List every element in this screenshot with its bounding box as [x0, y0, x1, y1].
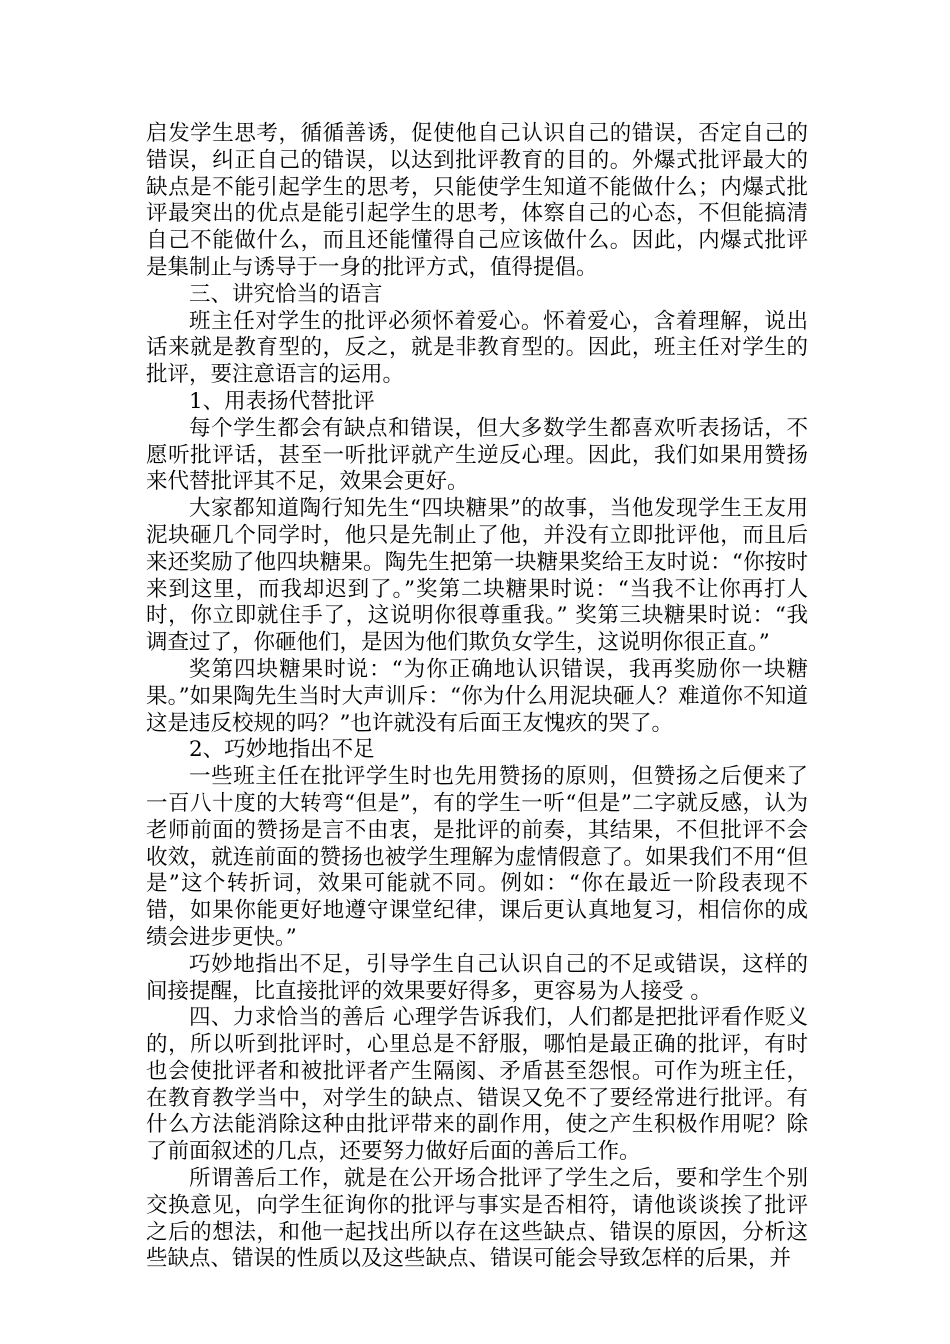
- paragraph-8: 四、力求恰当的善后 心理学告诉我们，人们都是把批评看作贬义的，所以听到批评时，心里总是不舒服，哪怕是最正确的批评，有时也会使批评者和被批评者产生隔阂、矛盾甚至怨恨。可作为班主任，在教育教学当中，对学生的缺点、错误又免不了要经常进行批评。有什么方法能消除这种由批评带来的副作用，使之产生积极作用呢？除了前面叙述的几点，还要努力做好后面的善后工作。: [146, 1005, 808, 1165]
- paragraph-5: 奖第四块糖果时说：“为你正确地认识错误，我再奖励你一块糖果。”如果陶先生当时大声训斥：“你为什么用泥块砸人？难道你不知道这是违反校规的吗？”也许就没有后面王友愧疚的哭了。: [146, 656, 808, 736]
- heading-3-appropriate-language: 三、讲究恰当的语言: [189, 281, 383, 307]
- document-body: [146, 121, 808, 1273]
- paragraph-6: 一些班主任在批评学生时也先用赞扬的原则，但赞扬之后便来了一百八十度的大转弯“但是”，有的学生一听“但是”二字就反感，认为老师前面的赞扬是言不由衷，是批评的前奏，其结果，不但批评不会收效，就连前面的赞扬也被学生理解为虚情假意了。如果我们不用“但是”这个转折词，效果可能就不同。例如：“你在最近一阶段表现不错，如果你能更好地遵守课堂纪律，课后更认真地复习，相信你的成绩会进步更快。”: [146, 764, 809, 950]
- subheading-praise-instead-of-criticism: 1、用表扬代替批评: [189, 388, 375, 414]
- paragraph-4: 大家都知道陶行知先生“四块糖果”的故事，当他发现学生王友用泥块砸几个同学时，他只是先制止了他，并没有立即批评他，而且后来还奖励了他四块糖果。陶先生把第一块糖果奖给王友时说：“你按时来到这里，而我却迟到了。”奖第二块糖果时说：“当我不让你再打人时，你立即就住手了，这说明你很尊重我。” 奖第三块糖果时说：“我调查过了，你砸他们，是因为他们欺负女学生，这说明你很正直。”: [146, 496, 808, 656]
- subheading-point-out-shortcomings: 2、巧妙地指出不足: [189, 737, 375, 763]
- paragraph-9: 所谓善后工作，就是在公开场合批评了学生之后，要和学生个别交换意见，向学生征询你的批评与事实是否相符，请他谈谈挨了批评之后的想法，和他一起找出所以存在这些缺点、错误的原因，分析这些缺点、错误的性质以及这些缺点、错误可能会导致怎样的后果，并: [146, 1166, 808, 1272]
- paragraph-3: 每个学生都会有缺点和错误，但大多数学生都喜欢听表扬话，不愿听批评话，甚至一听批评就产生逆反心理。因此，我们如果用赞扬来代替批评其不足，效果会更好。: [146, 415, 808, 495]
- paragraph-7: 巧妙地指出不足，引导学生自己认识自己的不足或错误，这样的间接提醒，比直接批评的效果要好得多，更容易为人接受 。: [146, 951, 808, 1004]
- paragraph-2: 班主任对学生的批评必须怀着爱心。怀着爱心，含着理解，说出话来就是教育型的，反之，就是非教育型的。因此，班主任对学生的批评，要注意语言的运用。: [146, 308, 808, 388]
- paragraph-1: 启发学生思考，循循善诱，促使他自己认识自己的错误，否定自己的错误，纠正自己的错误，以达到批评教育的目的。外爆式批评最大的缺点是不能引起学生的思考，只能使学生知道不能做什么；内爆式批评最突出的优点是能引起学生的思考，体察自己的心态，不但能搞清自己不能做什么，而且还能懂得自己应该做什么。因此，内爆式批评是集制止与诱导于一身的批评方式，值得提倡。: [146, 121, 808, 280]
